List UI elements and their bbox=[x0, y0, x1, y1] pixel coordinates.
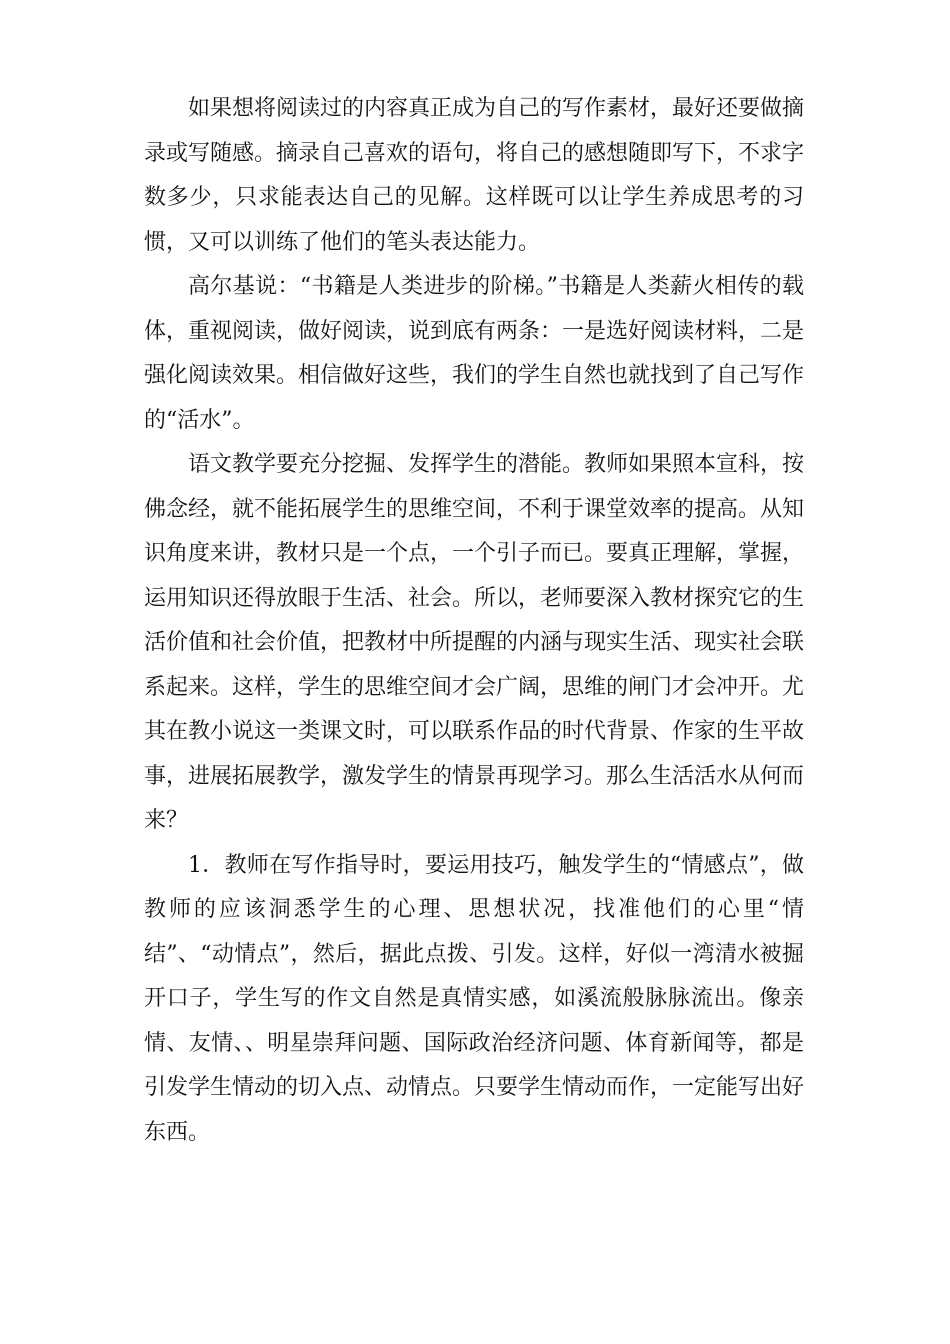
paragraph-reading-notes: 如果想将阅读过的内容真正成为自己的写作素材，最好还要做摘录或写随感。摘录自己喜欢的语句，将自己的感想随即写下，不求字数多少，只求能表达自己的见解。这样既可以让学生养成思考的习惯，又可以训练了他们的笔头表达能力。 bbox=[144, 96, 805, 255]
paragraph-gorky-quote: 高尔基说：“书籍是人类进步的阶梯。”书籍是人类薪火相传的载体，重视阅读，做好阅读，说到底有两条：一是选好阅读材料，二是强化阅读效果。相信做好这些，我们的学生自然也就找到了自己写作的“活水”。 bbox=[144, 274, 805, 433]
paragraph-teaching-potential: 语文教学要充分挖掘、发挥学生的潜能。教师如果照本宣科，按佛念经，就不能拓展学生的思维空间，不利于课堂效率的提高。从知识角度来讲，教材只是一个点，一个引子而已。要真正理解，掌握，运用知识还得放眼于生活、社会。所以，老师要深入教材探究它的生活价值和社会价值，把教材中所提醒的内涵与现实生活、现实社会联系起来。这样，学生的思维空间才会广阔，思维的闸门才会冲开。尤其在教小说这一类课文时，可以联系作品的时代背景、作家的生平故事，进展拓展教学，激发学生的情景再现学习。那么生活活水从何而来？ bbox=[144, 452, 805, 833]
paragraph-emotion-point: 1．教师在写作指导时，要运用技巧，触发学生的“情感点”，做教师的应该洞悉学生的心理、思想状况，找准他们的心里“情结”、“动情点”，然后，据此点拨、引发。这样，好似一湾清水被掘开口子，学生写的作文自然是真情实感，如溪流般脉脉流出。像亲情、友情、、明星崇拜问题、国际政治经济问题、体育新闻等，都是引发学生情动的切入点、动情点。只要学生情动而作，一定能写出好东西。 bbox=[144, 852, 805, 1145]
document-body bbox=[144, 87, 804, 1155]
